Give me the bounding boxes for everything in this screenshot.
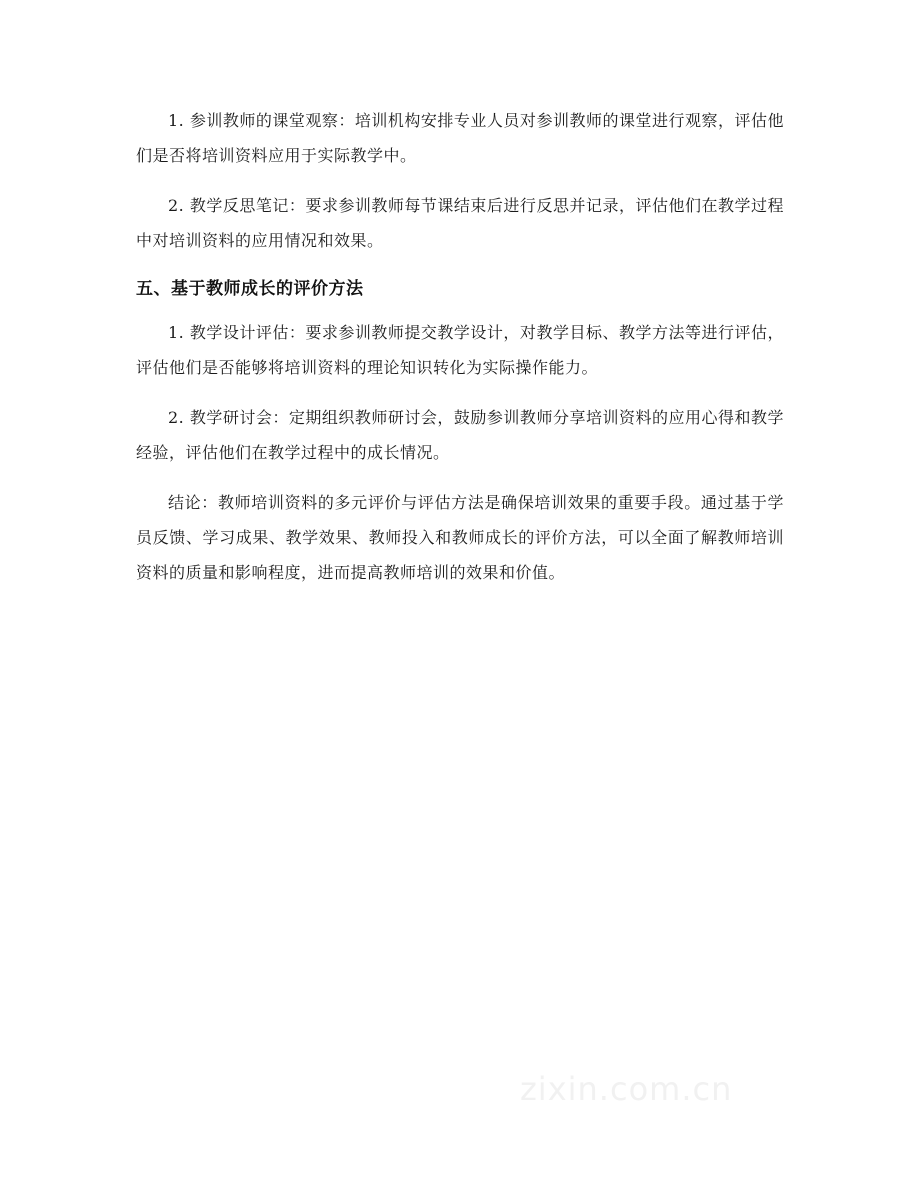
paragraph-teaching-design: 1. 教学设计评估：要求参训教师提交教学设计，对教学目标、教学方法等进行评估，评估他们是否能够将培训资料的理论知识转化为实际操作能力。 bbox=[136, 323, 784, 377]
paragraph-seminar: 2. 教学研讨会：定期组织教师研讨会，鼓励参训教师分享培训资料的应用心得和教学经验，评估他们在教学过程中的成长情况。 bbox=[136, 408, 784, 462]
document-body bbox=[136, 103, 784, 605]
paragraph-classroom-observation: 1. 参训教师的课堂观察：培训机构安排专业人员对参训教师的课堂进行观察，评估他们是否将培训资料应用于实际教学中。 bbox=[136, 111, 784, 165]
paragraph-conclusion: 结论：教师培训资料的多元评价与评估方法是确保培训效果的重要手段。通过基于学员反馈、学习成果、教学效果、教师投入和教师成长的评价方法，可以全面了解教师培训资料的质量和影响程度，进而提高教师培训的效果和价值。 bbox=[136, 493, 784, 582]
paragraph-reflection-notes: 2. 教学反思笔记：要求参训教师每节课结束后进行反思并记录，评估他们在教学过程中对培训资料的应用情况和效果。 bbox=[136, 196, 784, 250]
watermark: zixin.com.cn bbox=[520, 1070, 733, 1108]
section-heading: 五、基于教师成长的评价方法 bbox=[136, 279, 364, 299]
